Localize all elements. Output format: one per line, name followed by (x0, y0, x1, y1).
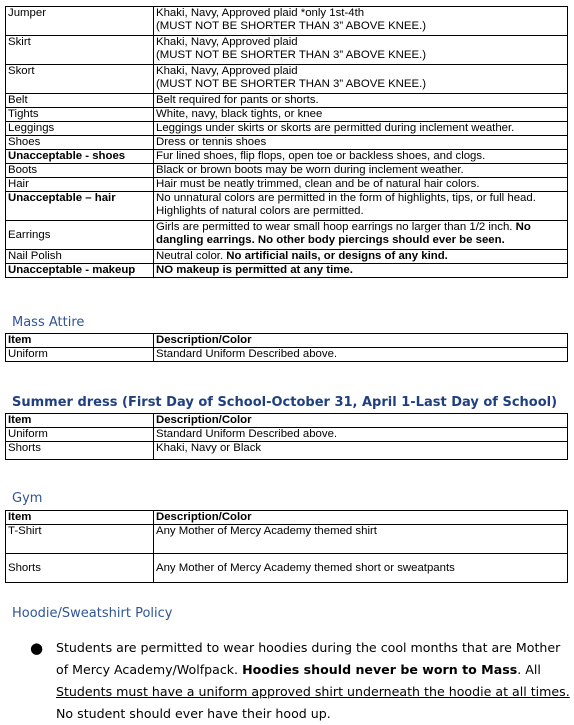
policy-bold-text: Hoodies should never be worn to Mass (242, 662, 518, 677)
bullet-icon: ● (30, 639, 44, 657)
mass-attire-heading: Mass Attire (12, 315, 85, 330)
table-row (6, 442, 568, 460)
desc-line: Khaki, Navy, Approved plaid (156, 36, 298, 48)
item-cell: Leggings (6, 122, 154, 136)
desc-text: Girls are permitted to wear small hoop earrings no larger than 1/2 inch. (156, 221, 516, 233)
policy-text: . All (517, 662, 541, 677)
table-header-row (6, 414, 568, 428)
table-row (6, 428, 568, 442)
item-cell: Jumper (6, 7, 154, 36)
table-row (6, 136, 568, 150)
desc-cell: Khaki, Navy or Black (154, 442, 568, 460)
table-row (6, 221, 568, 250)
column-header: Description/Color (154, 511, 568, 525)
desc-cell: Any Mother of Mercy Academy themed short or sweatpants (154, 554, 568, 583)
desc-cell: White, navy, black tights, or knee (154, 108, 568, 122)
desc-cell: Standard Uniform Described above. (154, 348, 568, 362)
item-cell: Skirt (6, 36, 154, 65)
column-header: Description/Color (154, 414, 568, 428)
desc-cell: Belt required for pants or shorts. (154, 94, 568, 108)
item-cell: Shorts (6, 554, 154, 583)
hoodie-policy-text (56, 637, 571, 725)
summer-dress-heading: Summer dress (First Day of School-October 31, April 1-Last Day of School) (12, 395, 558, 410)
column-header: Item (6, 511, 154, 525)
summer-dress-table (5, 413, 568, 460)
table-row (6, 164, 568, 178)
table-row (6, 7, 568, 36)
table-row (6, 264, 568, 278)
policy-text: No student should ever have their hood up. (56, 706, 331, 721)
desc-cell (154, 192, 568, 221)
desc-line: (MUST NOT BE SHORTER THAN 3” ABOVE KNEE.) (156, 20, 427, 32)
table-row (6, 150, 568, 164)
desc-bold-text: No dangling earrings. No other body piercings should ever be seen. (156, 221, 531, 246)
hoodie-policy-heading: Hoodie/Sweatshirt Policy (12, 606, 173, 621)
table-row (6, 554, 568, 583)
item-cell: Earrings (6, 221, 154, 250)
desc-cell (154, 36, 568, 65)
desc-cell: Fur lined shoes, flip flops, open toe or backless shoes, and clogs. (154, 150, 568, 164)
desc-cell (154, 65, 568, 94)
item-cell: Skort (6, 65, 154, 94)
desc-cell (154, 250, 568, 264)
table-row (6, 192, 568, 221)
item-cell: Unacceptable - shoes (6, 150, 154, 164)
gym-heading: Gym (12, 491, 43, 506)
item-cell: Unacceptable - makeup (6, 264, 154, 278)
gym-table (5, 510, 568, 583)
table-row (6, 108, 568, 122)
item-cell: Nail Polish (6, 250, 154, 264)
table-row (6, 525, 568, 554)
mass-attire-table (5, 333, 568, 362)
table-row (6, 65, 568, 94)
item-cell: Uniform (6, 348, 154, 362)
table-row (6, 36, 568, 65)
uniform-table (5, 6, 568, 278)
desc-line: Khaki, Navy, Approved plaid *only 1st-4th (156, 7, 365, 19)
column-header: Description/Color (154, 334, 568, 348)
item-cell: Shorts (6, 442, 154, 460)
table-header-row (6, 511, 568, 525)
table-row (6, 122, 568, 136)
desc-cell: Standard Uniform Described above. (154, 428, 568, 442)
desc-line: No unnatural colors are permitted in the form of highlights, tips, or full head. (156, 192, 536, 204)
desc-line: (MUST NOT BE SHORTER THAN 3” ABOVE KNEE.) (156, 78, 427, 90)
desc-cell (154, 7, 568, 36)
table-row (6, 94, 568, 108)
desc-cell (154, 221, 568, 250)
item-cell: Shoes (6, 136, 154, 150)
desc-cell: Any Mother of Mercy Academy themed shirt (154, 525, 568, 554)
item-cell: Hair (6, 178, 154, 192)
item-cell: Uniform (6, 428, 154, 442)
table-header-row (6, 334, 568, 348)
desc-cell: NO makeup is permitted at any time. (154, 264, 568, 278)
desc-cell: Hair must be neatly trimmed, clean and be of natural hair colors. (154, 178, 568, 192)
item-cell: Tights (6, 108, 154, 122)
table-row (6, 178, 568, 192)
item-cell: Belt (6, 94, 154, 108)
table-row (6, 250, 568, 264)
item-cell: T-Shirt (6, 525, 154, 554)
table-row (6, 348, 568, 362)
column-header: Item (6, 414, 154, 428)
item-cell: Unacceptable – hair (6, 192, 154, 221)
desc-bold-text: No artificial nails, or designs of any kind. (226, 250, 448, 262)
policy-underlined-text: Students must have a uniform approved shirt underneath the hoodie at all times. (56, 684, 570, 699)
desc-line: Khaki, Navy, Approved plaid (156, 65, 298, 77)
desc-text: Neutral color. (156, 250, 227, 262)
item-cell: Boots (6, 164, 154, 178)
policy-text: Students are permitted to wear hoodies during the cool months that are Mother of Mercy Academy/Wolfpack. (56, 640, 561, 677)
desc-cell: Black or brown boots may be worn during inclement weather. (154, 164, 568, 178)
column-header: Item (6, 334, 154, 348)
desc-cell: Leggings under skirts or skorts are permitted during inclement weather. (154, 122, 568, 136)
desc-line: (MUST NOT BE SHORTER THAN 3” ABOVE KNEE.) (156, 49, 427, 61)
desc-cell: Dress or tennis shoes (154, 136, 568, 150)
desc-line: Highlights of natural colors are permitted. (156, 205, 364, 217)
